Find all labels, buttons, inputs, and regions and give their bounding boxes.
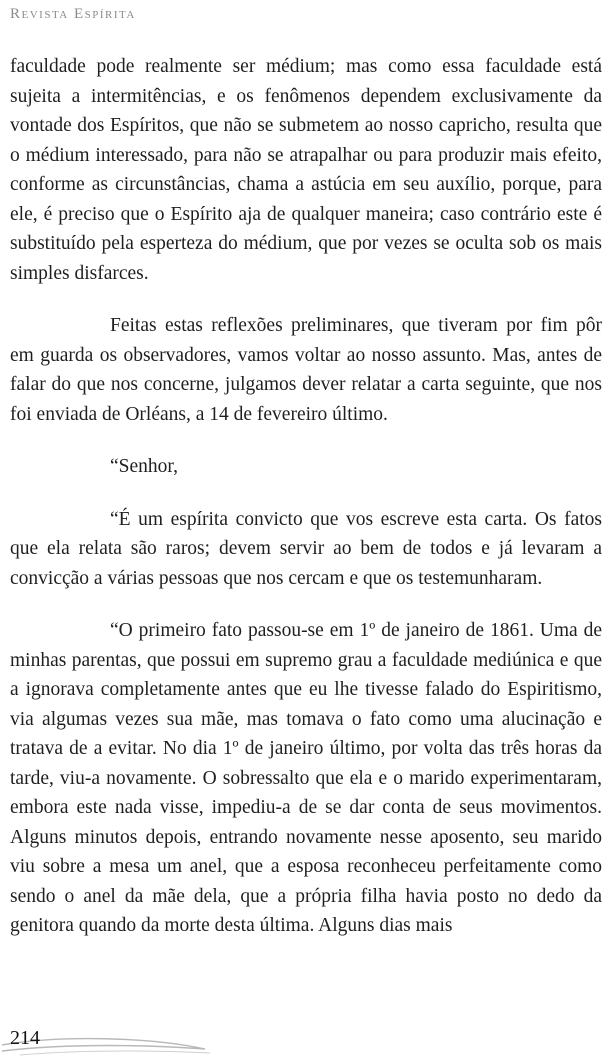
paragraph: Feitas estas reflexões preliminares, que tiveram por fim pôr em guarda os observadores, vamos voltar ao nosso assunto. Mas, antes de falar do que nos concerne, julgamos dever relatar a carta seguinte, que nos foi enviada de Orléans, a 14 de fevereiro último.: [10, 315, 602, 425]
page-number: 214: [10, 1027, 40, 1049]
paragraph: “O primeiro fato passou-se em 1º de janeiro de 1861. Uma de minhas parentas, que possui em supremo grau a faculdade mediúnica e que a ignorava completamente antes que eu lhe tivesse falado do Espiritismo, via algumas vezes sua mãe, mas tomava o fato como uma alucinação e tratava de a evitar. No dia 1º de janeiro último, por volta das três horas da tarde, viu-a novamente. O sobressalto que ela e o marido experimentaram, embora este nada visse, impediu-a de se dar conta de seus movimentos. Alguns minutos depois, entrando novamente nesse aposento, seu marido viu sobre a mesa um anel, que a esposa reconheceu perfeitamente como sendo o anel da mãe dela, que a própria filha havia posto no dedo da genitora quando da morte desta última. Alguns dias mais: [10, 620, 602, 936]
paragraph: “É um espírita convicto que vos escreve esta carta. Os fatos que ela relata são raros; devem servir ao bem de todos e já levaram a convicção a várias pessoas que nos cercam e que os testemunharam.: [10, 508, 602, 589]
running-head: Revista Espírita: [10, 6, 136, 22]
paragraph: faculdade pode realmente ser médium; mas como essa faculdade está sujeita a intermitências, e os fenômenos dependem exclusivamente da vontade dos Espíritos, que não se submetem ao nosso capricho, resulta que o médium interessado, para não se atrapalhar ou para produzir mais efeito, conforme as circunstâncias, chama a astúcia em seu auxílio, porque, para ele, é preciso que o Espírito aja de qualquer maneira; caso contrário este é substituído pela esperteza do médium, que por vezes se oculta sob os mais simples disfarces.: [10, 56, 602, 284]
body-text: [10, 52, 602, 964]
page-footer: [0, 1015, 611, 1063]
letter-salutation: “Senhor,: [110, 456, 178, 477]
